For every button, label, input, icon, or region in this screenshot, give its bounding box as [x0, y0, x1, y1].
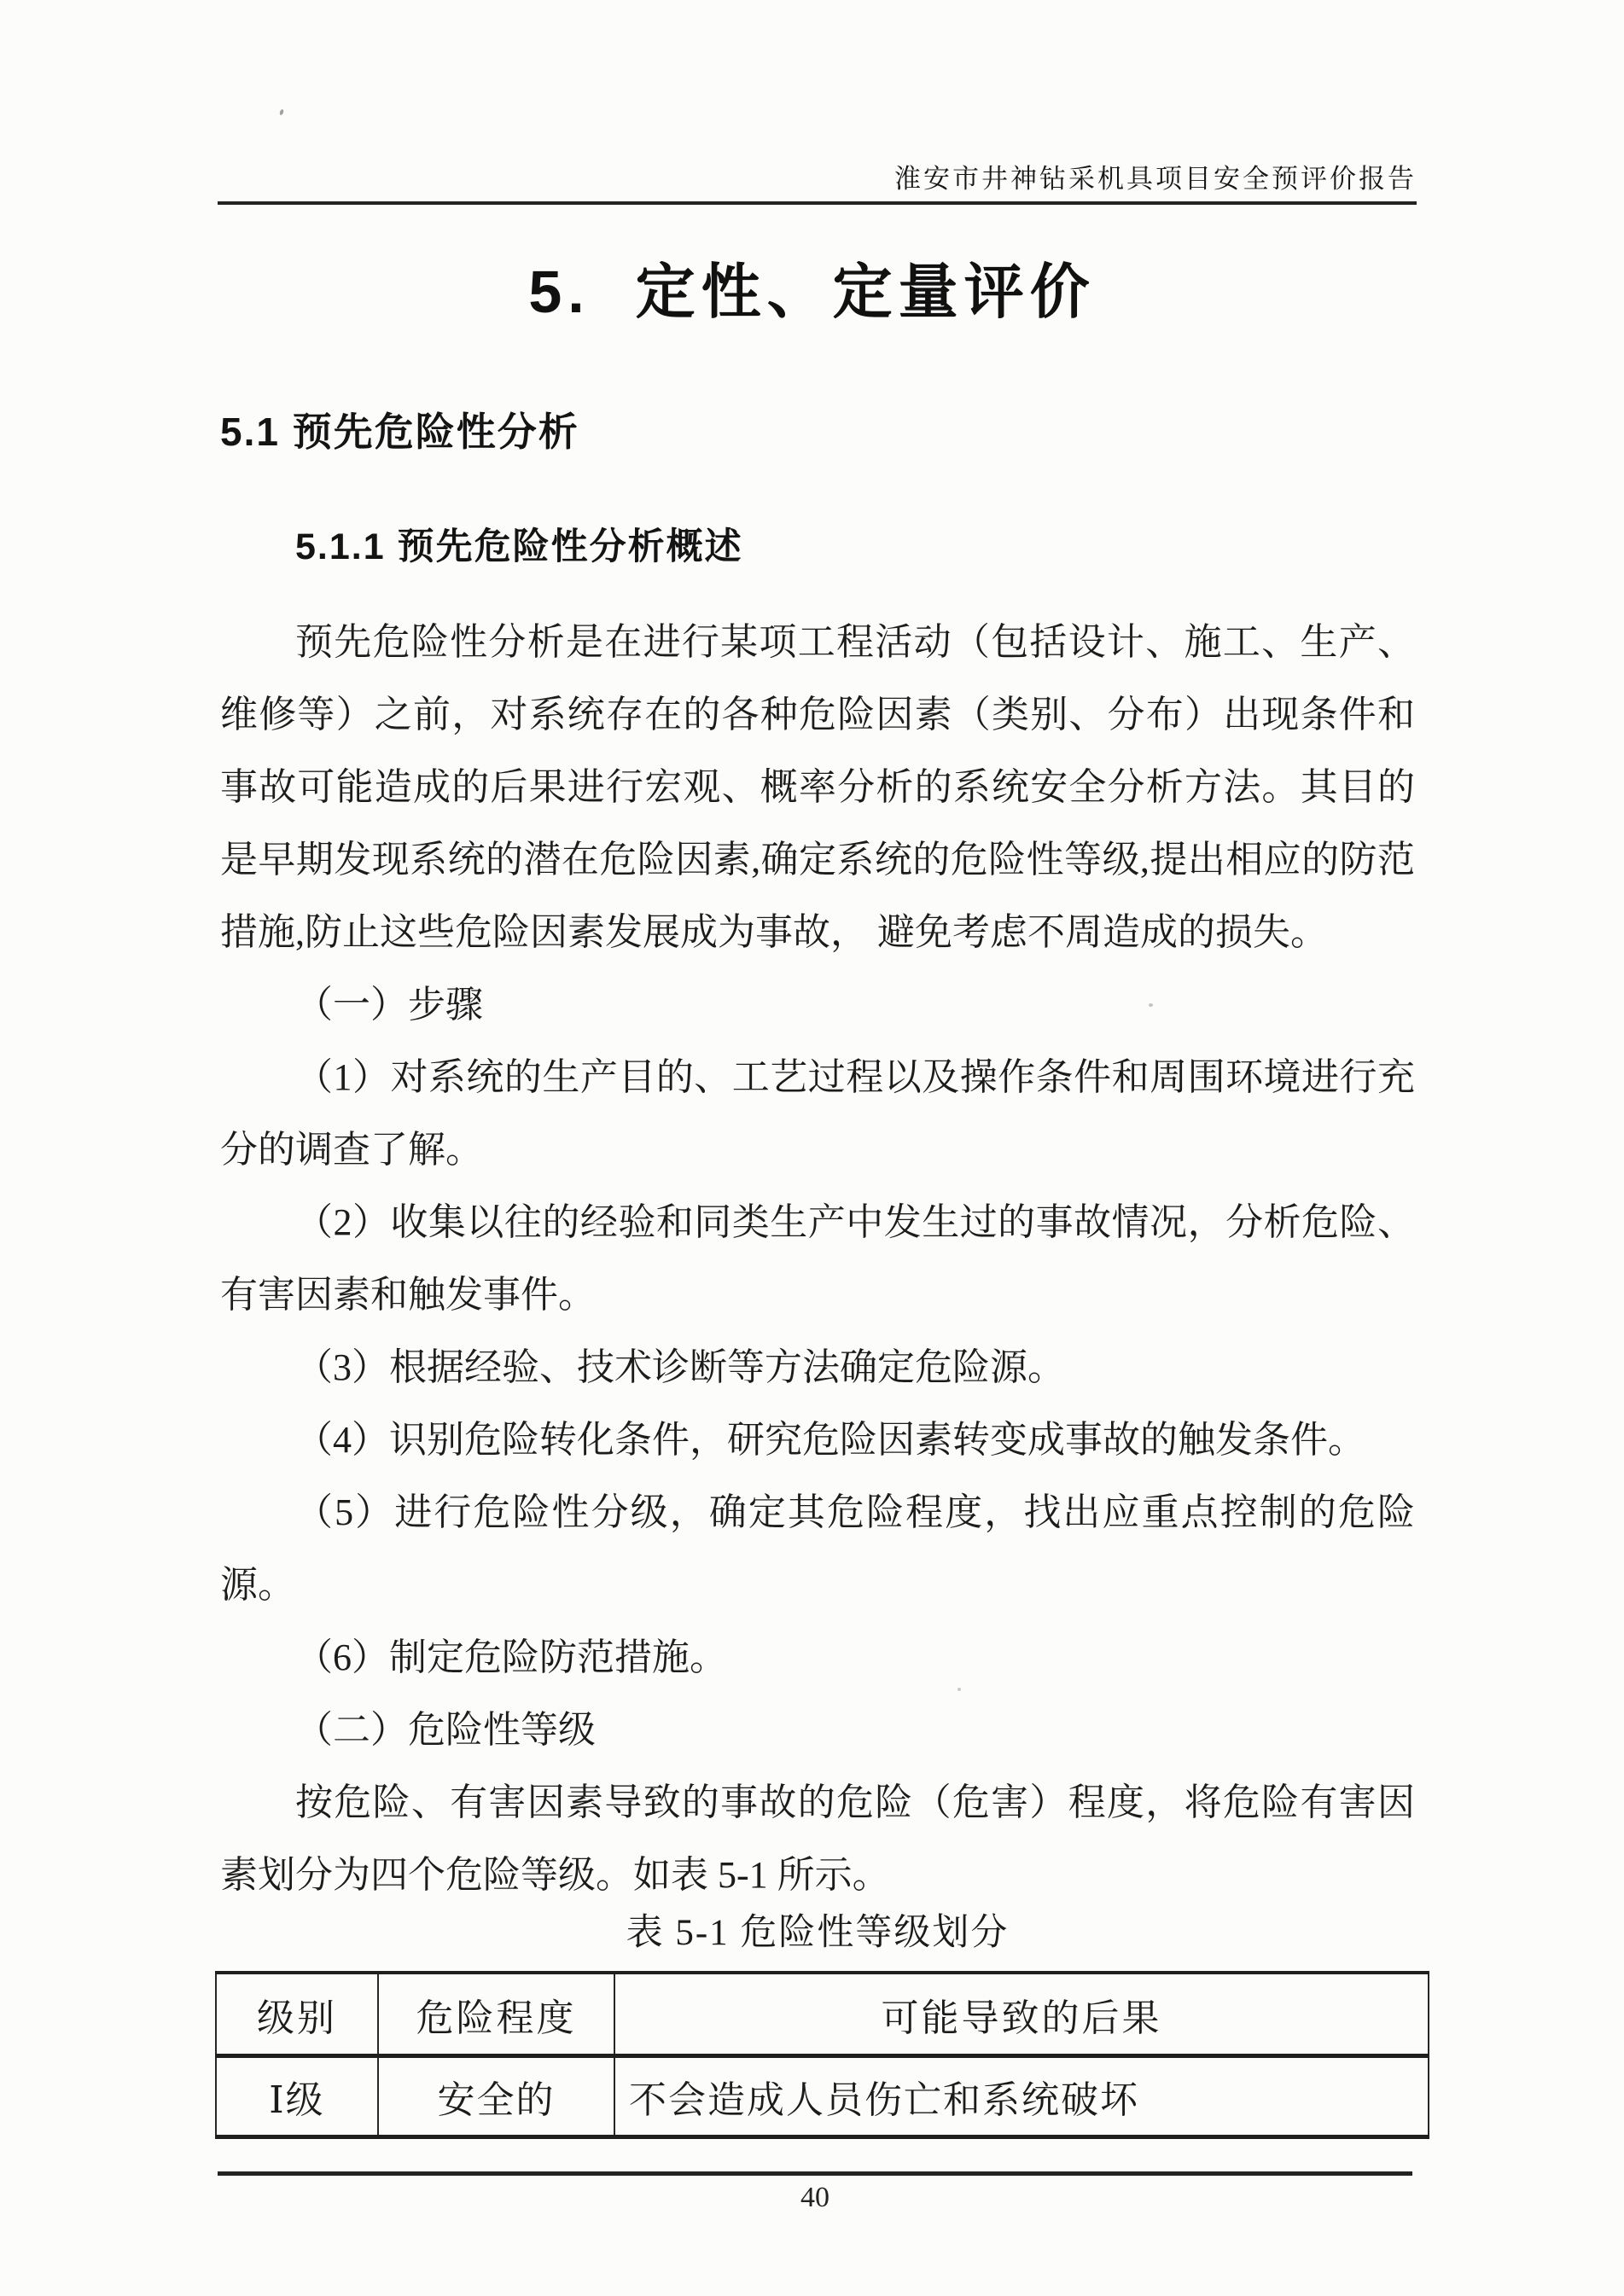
- paragraph-grade-label: （二）危险性等级: [295, 1709, 596, 1751]
- scan-speckle: [1149, 1003, 1153, 1007]
- paragraph-step-2: （2）收集以往的经验和同类生产中发生过的事故情况，分析危险、有害因素和触发事件。: [220, 1201, 1415, 1316]
- chapter-title: 5. 定性、定量评价: [528, 259, 1096, 325]
- table-header-danger: 危险程度: [378, 1973, 614, 2056]
- paragraph-pha-intro: 预先危险性分析是在进行某项工程活动（包括设计、施工、生产、维修等）之前，对系统存在的各种危险因素（类别、分布）出现条件和事故可能造成的后果进行宏观、概率分析的系统安全分析方法。其目的是早期发现系统的潜在危险因素,确定系统的危险性等级,提出相应的防范措施,防止这些危险因素发展成为事故， 避免考虑不周造成的损失。: [220, 621, 1415, 953]
- paragraph-grade-intro: 按危险、有害因素导致的事故的危险（危害）程度，将危险有害因素划分为四个危险等级。如表 5-1 所示。: [220, 1782, 1415, 1896]
- paragraph-steps-label: （一）步骤: [295, 984, 483, 1026]
- paragraph-step-1: （1）对系统的生产目的、工艺过程以及操作条件和周围环境进行充分的调查了解。: [220, 1056, 1415, 1171]
- cell-danger-level: 安全的: [378, 2056, 614, 2137]
- paragraph-step-5: （5）进行危险性分级，确定其危险程度，找出应重点控制的危险源。: [220, 1491, 1415, 1606]
- running-header: [218, 0, 1417, 205]
- paragraph-step-6: （6）制定危险防范措施。: [295, 1636, 727, 1678]
- table-header-row: [216, 1973, 1429, 2056]
- paragraph-step-4: （4）识别危险转化条件，研究危险因素转变成事故的触发条件。: [295, 1419, 1365, 1461]
- table-row: [216, 2056, 1429, 2137]
- table-header-consequence: 可能导致的后果: [614, 1973, 1429, 2056]
- subsection-heading-5-1-1: 5.1.1 预先危险性分析概述: [295, 526, 743, 567]
- table-header-grade: 级别: [216, 1973, 378, 2056]
- section-heading-5-1: 5.1 预先危险性分析: [220, 410, 579, 454]
- cell-grade: Ⅰ级: [216, 2056, 378, 2137]
- paragraph-step-3: （3）根据经验、技术诊断等方法确定危险源。: [295, 1346, 1065, 1388]
- page-number: 40: [800, 2182, 829, 2213]
- footer-rule: [218, 2171, 1412, 2176]
- table-caption: 表 5-1 危险性等级划分: [626, 1913, 1010, 1953]
- running-header-title: 淮安市井神钻采机具项目安全预评价报告: [894, 164, 1417, 194]
- scan-speckle: [958, 1688, 961, 1691]
- hazard-grade-table: [215, 1971, 1429, 2139]
- body-text: [220, 606, 1415, 1911]
- cell-consequence: 不会造成人员伤亡和系统破坏: [614, 2056, 1429, 2137]
